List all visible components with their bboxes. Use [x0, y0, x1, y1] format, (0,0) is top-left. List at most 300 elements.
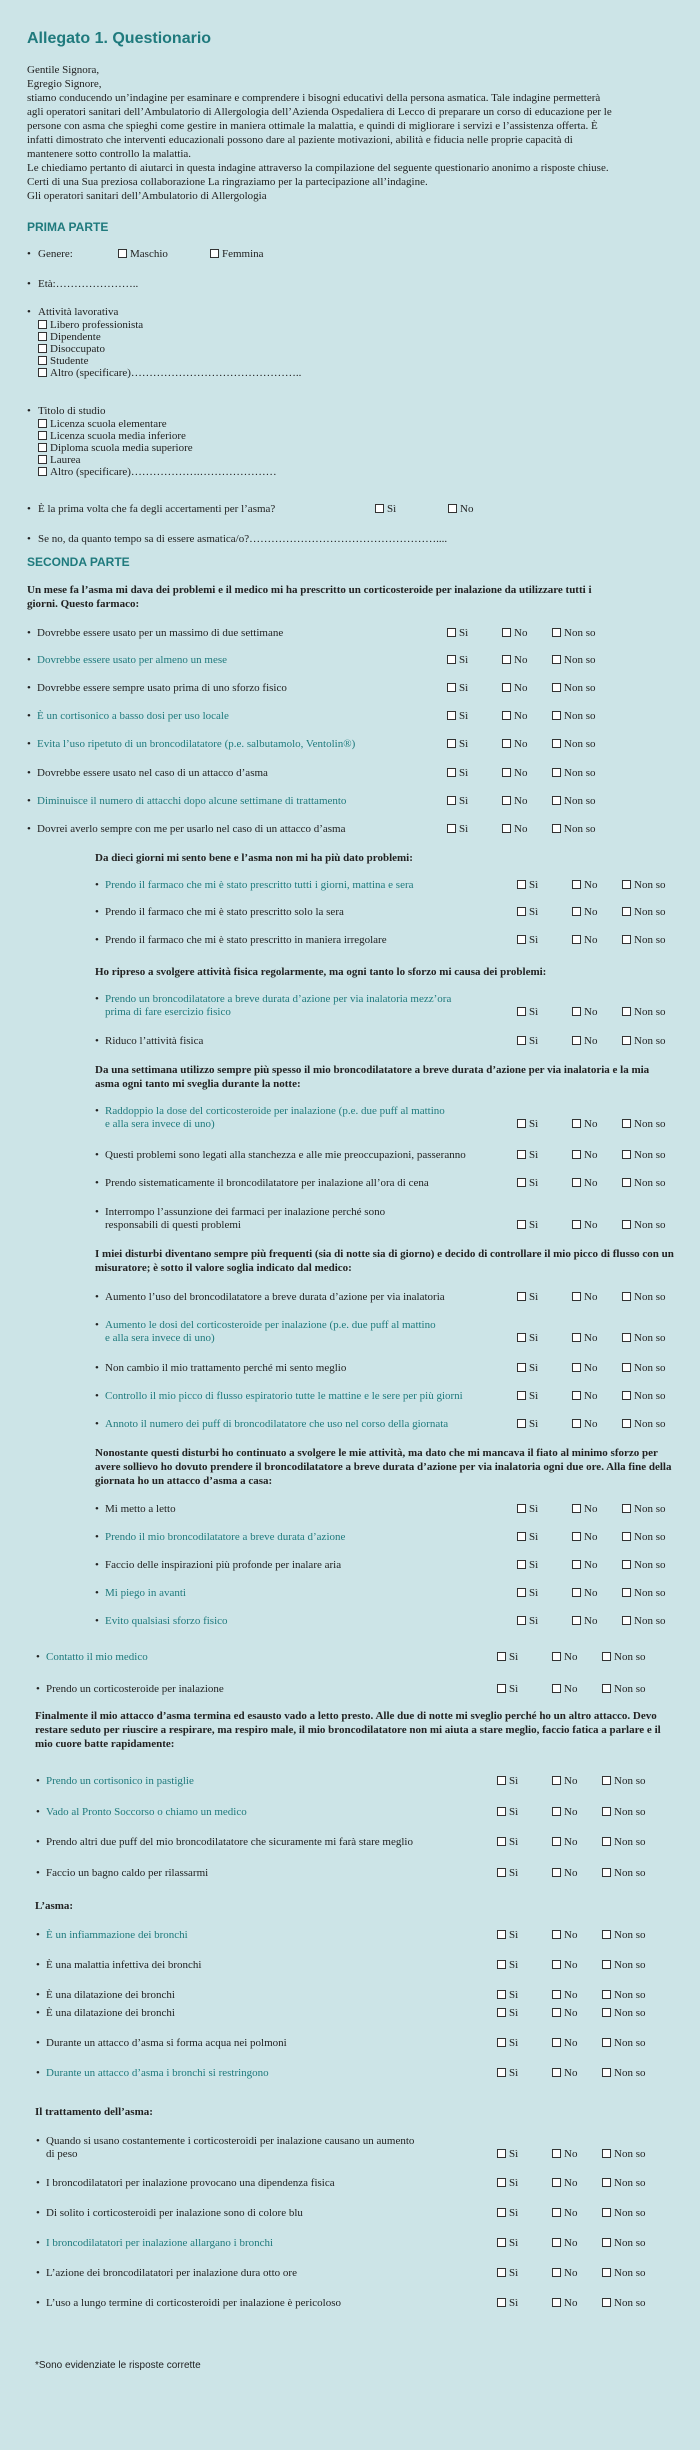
checkbox-box[interactable]: [552, 2008, 561, 2017]
answer-si[interactable]: [517, 1118, 538, 1130]
checkbox-box[interactable]: [552, 2068, 561, 2077]
checkbox-box[interactable]: [552, 2238, 561, 2247]
answer-no[interactable]: [552, 2007, 577, 2019]
answer-non-so[interactable]: [622, 1503, 665, 1515]
answer-si[interactable]: [517, 1503, 538, 1515]
checkbox-box[interactable]: [552, 628, 561, 637]
answer-non-so[interactable]: [622, 1006, 665, 1018]
answer-non-so[interactable]: [552, 654, 595, 666]
answer-non-so[interactable]: [602, 2297, 645, 2309]
answer-non-so[interactable]: [552, 627, 595, 639]
answer-si[interactable]: [517, 1149, 538, 1161]
answer-non-so[interactable]: [622, 1531, 665, 1543]
answer-non-so[interactable]: [602, 2067, 645, 2079]
answer-non-so[interactable]: [622, 1362, 665, 1374]
checkbox-box[interactable]: [572, 935, 581, 944]
checkbox-box[interactable]: [38, 368, 47, 377]
answer-si[interactable]: [517, 934, 538, 946]
checkbox-box[interactable]: [497, 2008, 506, 2017]
checkbox-box[interactable]: [517, 1419, 526, 1428]
checkbox-box[interactable]: [552, 1776, 561, 1785]
checkbox-box[interactable]: [602, 1807, 611, 1816]
answer-non-so[interactable]: [602, 2237, 645, 2249]
answer-non-so[interactable]: [622, 1418, 665, 1430]
checkbox-box[interactable]: [572, 1560, 581, 1569]
checkbox-box[interactable]: [622, 1036, 631, 1045]
answer-no[interactable]: [552, 1836, 577, 1848]
answer-si[interactable]: [497, 1867, 518, 1879]
checkbox-box[interactable]: [497, 2208, 506, 2217]
checkbox-box[interactable]: [622, 1532, 631, 1541]
answer-si[interactable]: [447, 682, 468, 694]
answer-non-so[interactable]: [602, 1651, 645, 1663]
checkbox-box[interactable]: [375, 504, 384, 513]
checkbox-box[interactable]: [517, 1292, 526, 1301]
answer-no[interactable]: [572, 1035, 597, 1047]
answer-no[interactable]: [502, 795, 527, 807]
checkbox-box[interactable]: [552, 1868, 561, 1877]
gender-male-option[interactable]: [118, 248, 168, 260]
checkbox-box[interactable]: [497, 2178, 506, 2187]
checkbox-box[interactable]: [497, 1837, 506, 1846]
checkbox-box[interactable]: [572, 1119, 581, 1128]
answer-non-so[interactable]: [622, 1035, 665, 1047]
answer-si[interactable]: [517, 1177, 538, 1189]
answer-si[interactable]: [447, 738, 468, 750]
checkbox-box[interactable]: [622, 1220, 631, 1229]
checkbox-box[interactable]: [502, 768, 511, 777]
answer-no[interactable]: [572, 1006, 597, 1018]
checkbox-box[interactable]: [552, 1807, 561, 1816]
checkbox-box[interactable]: [602, 2149, 611, 2158]
work-option[interactable]: [38, 367, 301, 379]
checkbox-box[interactable]: [602, 1776, 611, 1785]
checkbox-box[interactable]: [517, 1178, 526, 1187]
checkbox-box[interactable]: [552, 711, 561, 720]
answer-si[interactable]: [497, 1775, 518, 1787]
checkbox-box[interactable]: [497, 2238, 506, 2247]
checkbox-box[interactable]: [552, 683, 561, 692]
checkbox-box[interactable]: [552, 2268, 561, 2277]
checkbox-box[interactable]: [602, 1652, 611, 1661]
answer-no[interactable]: [572, 1531, 597, 1543]
checkbox-box[interactable]: [497, 2268, 506, 2277]
checkbox-box[interactable]: [602, 2008, 611, 2017]
answer-no[interactable]: [572, 1559, 597, 1571]
checkbox-box[interactable]: [38, 431, 47, 440]
answer-no[interactable]: [502, 823, 527, 835]
checkbox-box[interactable]: [572, 1292, 581, 1301]
answer-si[interactable]: [497, 1651, 518, 1663]
checkbox-box[interactable]: [517, 1532, 526, 1541]
checkbox-box[interactable]: [572, 880, 581, 889]
checkbox-box[interactable]: [517, 880, 526, 889]
checkbox-box[interactable]: [517, 1220, 526, 1229]
answer-si[interactable]: [447, 654, 468, 666]
checkbox-box[interactable]: [552, 655, 561, 664]
checkbox-box[interactable]: [447, 655, 456, 664]
checkbox-box[interactable]: [602, 2178, 611, 2187]
answer-non-so[interactable]: [602, 2148, 645, 2160]
answer-si[interactable]: [497, 1806, 518, 1818]
checkbox-box[interactable]: [497, 2149, 506, 2158]
answer-no[interactable]: [552, 1989, 577, 2001]
study-option[interactable]: [38, 454, 81, 466]
answer-no[interactable]: [552, 1806, 577, 1818]
answer-non-so[interactable]: [622, 906, 665, 918]
checkbox-box[interactable]: [502, 824, 511, 833]
checkbox-box[interactable]: [502, 655, 511, 664]
answer-si[interactable]: [517, 1531, 538, 1543]
answer-non-so[interactable]: [622, 1587, 665, 1599]
answer-non-so[interactable]: [622, 1149, 665, 1161]
checkbox-box[interactable]: [118, 249, 127, 258]
answer-si[interactable]: [517, 1219, 538, 1231]
answer-non-so[interactable]: [622, 934, 665, 946]
checkbox-box[interactable]: [622, 1119, 631, 1128]
checkbox-box[interactable]: [622, 935, 631, 944]
checkbox-box[interactable]: [552, 2298, 561, 2307]
checkbox-box[interactable]: [602, 2038, 611, 2047]
answer-no[interactable]: [552, 2207, 577, 2219]
checkbox-box[interactable]: [622, 1616, 631, 1625]
checkbox-box[interactable]: [552, 2208, 561, 2217]
answer-no[interactable]: [572, 1418, 597, 1430]
work-option[interactable]: [38, 343, 105, 355]
checkbox-box[interactable]: [517, 1616, 526, 1625]
answer-si[interactable]: [517, 1291, 538, 1303]
answer-si[interactable]: [517, 1332, 538, 1344]
answer-non-so[interactable]: [602, 2007, 645, 2019]
checkbox-box[interactable]: [552, 1930, 561, 1939]
answer-si[interactable]: [497, 2207, 518, 2219]
answer-no[interactable]: [552, 2177, 577, 2189]
checkbox-box[interactable]: [622, 1504, 631, 1513]
answer-non-so[interactable]: [552, 767, 595, 779]
checkbox-box[interactable]: [552, 768, 561, 777]
answer-non-so[interactable]: [602, 1989, 645, 2001]
answer-si[interactable]: [517, 1559, 538, 1571]
answer-si[interactable]: [447, 710, 468, 722]
checkbox-box[interactable]: [497, 2068, 506, 2077]
checkbox-box[interactable]: [497, 1868, 506, 1877]
answer-non-so[interactable]: [622, 1291, 665, 1303]
answer-non-so[interactable]: [622, 879, 665, 891]
checkbox-box[interactable]: [447, 768, 456, 777]
checkbox-box[interactable]: [552, 824, 561, 833]
checkbox-box[interactable]: [572, 1391, 581, 1400]
checkbox-box[interactable]: [552, 739, 561, 748]
checkbox-box[interactable]: [497, 1807, 506, 1816]
answer-si[interactable]: [447, 767, 468, 779]
checkbox-box[interactable]: [552, 2178, 561, 2187]
checkbox-box[interactable]: [572, 1616, 581, 1625]
answer-no[interactable]: [552, 1775, 577, 1787]
checkbox-box[interactable]: [552, 1837, 561, 1846]
answer-non-so[interactable]: [602, 1775, 645, 1787]
answer-non-so[interactable]: [552, 682, 595, 694]
answer-no[interactable]: [502, 654, 527, 666]
checkbox-box[interactable]: [602, 1960, 611, 1969]
checkbox-box[interactable]: [622, 1150, 631, 1159]
work-option[interactable]: [38, 331, 101, 343]
checkbox-box[interactable]: [572, 1178, 581, 1187]
answer-si[interactable]: [517, 906, 538, 918]
answer-si[interactable]: [497, 1683, 518, 1695]
answer-no[interactable]: [502, 627, 527, 639]
since-when-question[interactable]: Se no, da quanto tempo sa di essere asmatica/o?……………………………………………....: [38, 533, 448, 545]
answer-si[interactable]: [517, 1615, 538, 1627]
answer-non-so[interactable]: [602, 1836, 645, 1848]
checkbox-box[interactable]: [622, 1178, 631, 1187]
checkbox-box[interactable]: [447, 711, 456, 720]
checkbox-box[interactable]: [622, 1391, 631, 1400]
checkbox-box[interactable]: [552, 2038, 561, 2047]
checkbox-box[interactable]: [497, 1652, 506, 1661]
study-option[interactable]: [38, 442, 193, 454]
checkbox-box[interactable]: [622, 1333, 631, 1342]
checkbox-box[interactable]: [497, 2298, 506, 2307]
checkbox-box[interactable]: [38, 320, 47, 329]
answer-si[interactable]: [517, 1390, 538, 1402]
checkbox-box[interactable]: [572, 1588, 581, 1597]
answer-no[interactable]: [572, 879, 597, 891]
study-option[interactable]: [38, 430, 186, 442]
checkbox-box[interactable]: [497, 2038, 506, 2047]
gender-female-option[interactable]: [210, 248, 264, 260]
checkbox-box[interactable]: [517, 1391, 526, 1400]
work-option[interactable]: [38, 319, 143, 331]
checkbox-box[interactable]: [602, 2238, 611, 2247]
answer-non-so[interactable]: [622, 1332, 665, 1344]
checkbox-box[interactable]: [38, 455, 47, 464]
answer-si[interactable]: [497, 2037, 518, 2049]
answer-si[interactable]: [517, 1587, 538, 1599]
checkbox-box[interactable]: [447, 683, 456, 692]
checkbox-box[interactable]: [517, 1560, 526, 1569]
answer-no[interactable]: [502, 710, 527, 722]
answer-no[interactable]: [552, 2067, 577, 2079]
answer-non-so[interactable]: [602, 1683, 645, 1695]
answer-non-so[interactable]: [622, 1559, 665, 1571]
answer-non-so[interactable]: [552, 823, 595, 835]
answer-no[interactable]: [572, 1332, 597, 1344]
checkbox-box[interactable]: [552, 1960, 561, 1969]
answer-no[interactable]: [502, 767, 527, 779]
checkbox-box[interactable]: [622, 1560, 631, 1569]
answer-no[interactable]: [552, 1929, 577, 1941]
answer-no[interactable]: [572, 1219, 597, 1231]
checkbox-box[interactable]: [602, 1684, 611, 1693]
checkbox-box[interactable]: [552, 796, 561, 805]
answer-no[interactable]: [572, 1587, 597, 1599]
answer-non-so[interactable]: [622, 1177, 665, 1189]
answer-si[interactable]: [497, 2267, 518, 2279]
checkbox-box[interactable]: [210, 249, 219, 258]
checkbox-box[interactable]: [497, 1930, 506, 1939]
answer-no[interactable]: [552, 2297, 577, 2309]
answer-si[interactable]: [497, 2177, 518, 2189]
answer-no[interactable]: [552, 2037, 577, 2049]
checkbox-box[interactable]: [38, 419, 47, 428]
answer-no[interactable]: [552, 1651, 577, 1663]
answer-si[interactable]: [517, 1035, 538, 1047]
answer-si[interactable]: [517, 879, 538, 891]
answer-si[interactable]: [497, 2297, 518, 2309]
answer-si[interactable]: [497, 1929, 518, 1941]
answer-si[interactable]: [447, 627, 468, 639]
answer-si[interactable]: [497, 2148, 518, 2160]
answer-no[interactable]: [572, 934, 597, 946]
answer-no[interactable]: [552, 2267, 577, 2279]
work-option[interactable]: [38, 355, 89, 367]
answer-no[interactable]: [552, 1959, 577, 1971]
checkbox-box[interactable]: [572, 1419, 581, 1428]
checkbox-box[interactable]: [572, 1333, 581, 1342]
checkbox-box[interactable]: [502, 711, 511, 720]
answer-non-so[interactable]: [622, 1615, 665, 1627]
answer-non-so[interactable]: [622, 1390, 665, 1402]
answer-no[interactable]: [572, 1177, 597, 1189]
answer-non-so[interactable]: [622, 1118, 665, 1130]
checkbox-box[interactable]: [517, 1119, 526, 1128]
checkbox-box[interactable]: [517, 907, 526, 916]
answer-si[interactable]: [447, 795, 468, 807]
checkbox-box[interactable]: [622, 1292, 631, 1301]
checkbox-box[interactable]: [517, 1007, 526, 1016]
answer-non-so[interactable]: [602, 1959, 645, 1971]
checkbox-box[interactable]: [517, 1363, 526, 1372]
checkbox-box[interactable]: [502, 628, 511, 637]
answer-no[interactable]: [448, 503, 473, 515]
checkbox-box[interactable]: [602, 1837, 611, 1846]
checkbox-box[interactable]: [497, 1990, 506, 1999]
answer-no[interactable]: [552, 1867, 577, 1879]
answer-non-so[interactable]: [602, 1806, 645, 1818]
checkbox-box[interactable]: [38, 344, 47, 353]
answer-non-so[interactable]: [602, 2177, 645, 2189]
answer-si[interactable]: [497, 2067, 518, 2079]
answer-si[interactable]: [497, 1836, 518, 1848]
checkbox-box[interactable]: [602, 2298, 611, 2307]
checkbox-box[interactable]: [572, 1150, 581, 1159]
answer-no[interactable]: [552, 2148, 577, 2160]
answer-no[interactable]: [572, 1291, 597, 1303]
checkbox-box[interactable]: [622, 907, 631, 916]
answer-si[interactable]: [447, 823, 468, 835]
answer-no[interactable]: [572, 1362, 597, 1374]
answer-non-so[interactable]: [552, 710, 595, 722]
answer-no[interactable]: [502, 682, 527, 694]
checkbox-box[interactable]: [622, 1007, 631, 1016]
checkbox-box[interactable]: [502, 796, 511, 805]
answer-non-so[interactable]: [602, 2207, 645, 2219]
checkbox-box[interactable]: [602, 1930, 611, 1939]
checkbox-box[interactable]: [622, 1363, 631, 1372]
checkbox-box[interactable]: [502, 739, 511, 748]
checkbox-box[interactable]: [602, 2068, 611, 2077]
checkbox-box[interactable]: [517, 1504, 526, 1513]
age-field[interactable]: Età:…………………..: [38, 278, 139, 290]
checkbox-box[interactable]: [572, 1007, 581, 1016]
checkbox-box[interactable]: [602, 2208, 611, 2217]
answer-si[interactable]: [497, 1959, 518, 1971]
checkbox-box[interactable]: [447, 739, 456, 748]
answer-si[interactable]: [517, 1362, 538, 1374]
answer-no[interactable]: [572, 1503, 597, 1515]
checkbox-box[interactable]: [622, 1588, 631, 1597]
answer-no[interactable]: [552, 2237, 577, 2249]
answer-si[interactable]: [497, 2007, 518, 2019]
checkbox-box[interactable]: [572, 1036, 581, 1045]
checkbox-box[interactable]: [552, 1990, 561, 1999]
answer-non-so[interactable]: [552, 738, 595, 750]
checkbox-box[interactable]: [602, 1868, 611, 1877]
checkbox-box[interactable]: [602, 1990, 611, 1999]
answer-non-so[interactable]: [602, 2267, 645, 2279]
checkbox-box[interactable]: [572, 1504, 581, 1513]
checkbox-box[interactable]: [38, 467, 47, 476]
checkbox-box[interactable]: [517, 1150, 526, 1159]
checkbox-box[interactable]: [447, 796, 456, 805]
checkbox-box[interactable]: [572, 1363, 581, 1372]
answer-si[interactable]: [497, 2237, 518, 2249]
checkbox-box[interactable]: [572, 1220, 581, 1229]
study-option[interactable]: [38, 418, 167, 430]
checkbox-box[interactable]: [622, 880, 631, 889]
checkbox-box[interactable]: [517, 1333, 526, 1342]
checkbox-box[interactable]: [552, 1652, 561, 1661]
answer-no[interactable]: [572, 1149, 597, 1161]
answer-no[interactable]: [502, 738, 527, 750]
checkbox-box[interactable]: [497, 1776, 506, 1785]
answer-non-so[interactable]: [602, 1867, 645, 1879]
checkbox-box[interactable]: [447, 824, 456, 833]
answer-si[interactable]: [375, 503, 396, 515]
checkbox-box[interactable]: [552, 2149, 561, 2158]
checkbox-box[interactable]: [517, 1036, 526, 1045]
study-option[interactable]: [38, 466, 277, 478]
answer-si[interactable]: [497, 1989, 518, 2001]
checkbox-box[interactable]: [38, 332, 47, 341]
checkbox-box[interactable]: [622, 1419, 631, 1428]
answer-si[interactable]: [517, 1418, 538, 1430]
answer-no[interactable]: [572, 1118, 597, 1130]
answer-no[interactable]: [552, 1683, 577, 1695]
answer-no[interactable]: [572, 1390, 597, 1402]
checkbox-box[interactable]: [572, 1532, 581, 1541]
checkbox-box[interactable]: [572, 907, 581, 916]
checkbox-box[interactable]: [602, 2268, 611, 2277]
checkbox-box[interactable]: [497, 1684, 506, 1693]
answer-non-so[interactable]: [602, 2037, 645, 2049]
answer-non-so[interactable]: [602, 1929, 645, 1941]
checkbox-box[interactable]: [38, 443, 47, 452]
checkbox-box[interactable]: [447, 628, 456, 637]
checkbox-box[interactable]: [448, 504, 457, 513]
answer-si[interactable]: [517, 1006, 538, 1018]
answer-non-so[interactable]: [552, 795, 595, 807]
checkbox-box[interactable]: [497, 1960, 506, 1969]
checkbox-box[interactable]: [502, 683, 511, 692]
answer-no[interactable]: [572, 1615, 597, 1627]
checkbox-box[interactable]: [517, 1588, 526, 1597]
checkbox-box[interactable]: [552, 1684, 561, 1693]
answer-no[interactable]: [572, 906, 597, 918]
answer-non-so[interactable]: [622, 1219, 665, 1231]
checkbox-box[interactable]: [517, 935, 526, 944]
checkbox-box[interactable]: [38, 356, 47, 365]
